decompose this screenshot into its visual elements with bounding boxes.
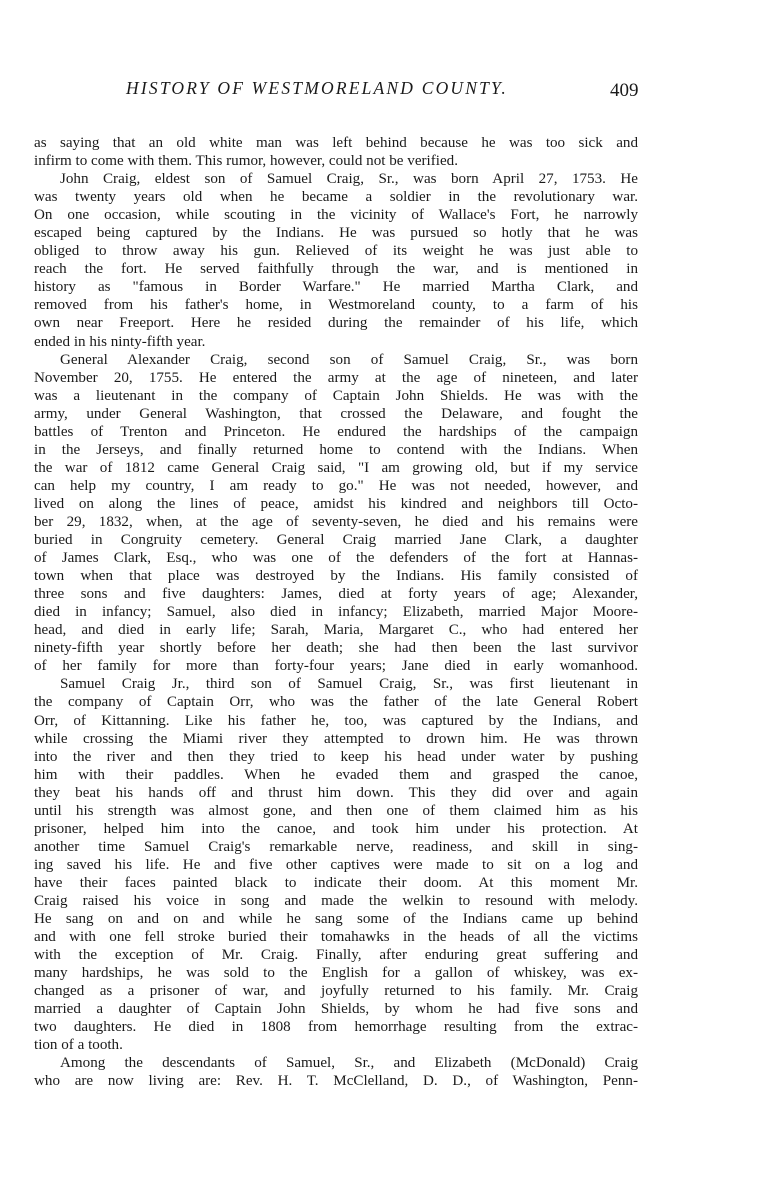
text-line: Orr, of Kittanning. Like his father he, too, was captured by the Indians, and — [34, 712, 638, 729]
text-line: another time Samuel Craig's remarkable nerve, readiness, and skill in sing- — [34, 838, 638, 855]
text-line: until his strength was almost gone, and then one of them claimed him as his — [34, 802, 638, 819]
running-title: HISTORY OF WESTMORELAND COUNTY. — [126, 78, 508, 98]
text-line: of her family for more than forty-four years; Jane died in early womanhood. — [34, 658, 638, 675]
text-line: He sang on and on and while he sang some of the Indians came up behind — [34, 911, 638, 928]
text-line: General Alexander Craig, second son of Samuel Craig, Sr., was born — [60, 351, 638, 368]
page-number: 409 — [610, 80, 639, 101]
text-line: obliged to throw away his gun. Relieved of its weight he was just able to — [34, 243, 638, 260]
text-line: of James Clark, Esq., who was one of the defenders of the fort at Hannas- — [34, 550, 638, 567]
text-line: escaped being captured by the Indians. He was pursued so hotly that he was — [34, 225, 638, 242]
text-line: On one occasion, while scouting in the vicinity of Wallace's Fort, he narrowly — [34, 207, 638, 224]
text-line: Craig raised his voice in song and made the welkin to resound with melody. — [34, 892, 638, 909]
body-text — [34, 134, 638, 1090]
text-line: him with their paddles. When he evaded them and grasped the canoe, — [34, 766, 638, 783]
text-line: died in infancy; Samuel, also died in infancy; Elizabeth, married Major Moore- — [34, 604, 638, 621]
text-line: own near Freeport. Here he resided during the remainder of his life, which — [34, 315, 638, 332]
text-line: changed as a prisoner of war, and joyfully returned to his family. Mr. Craig — [34, 983, 638, 1000]
text-line: town when that place was destroyed by the Indians. His family consisted of — [34, 568, 638, 585]
text-line: have their faces painted black to indicate their doom. At this moment Mr. — [34, 874, 638, 891]
text-line: who are now living are: Rev. H. T. McClelland, D. D., of Washington, Penn- — [34, 1073, 638, 1090]
text-line: ninety-fifth year shortly before her death; she had then been the last survivor — [34, 640, 638, 657]
text-line: the war of 1812 came General Craig said, "I am growing old, but if my service — [34, 459, 638, 476]
text-line: infirm to come with them. This rumor, however, could not be verified. — [34, 153, 458, 170]
text-line: two daughters. He died in 1808 from hemorrhage resulting from the extrac- — [34, 1019, 638, 1036]
text-line: was twenty years old when he became a soldier in the revolutionary war. — [34, 189, 638, 206]
text-line: prisoner, helped him into the canoe, and took him under his protection. At — [34, 820, 638, 837]
text-line: they beat his hands off and thrust him down. This they did over and again — [34, 784, 638, 801]
text-line: as saying that an old white man was left behind because he was too sick and — [34, 135, 638, 151]
text-line: can help my country, I am ready to go." He was not needed, however, and — [34, 477, 638, 494]
text-line: ing saved his life. He and five other captives were made to sit on a log and — [34, 856, 638, 873]
text-line: was a lieutenant in the company of Captain John Shields. He was with the — [34, 387, 638, 404]
text-line: army, under General Washington, that crossed the Delaware, and fought the — [34, 405, 638, 422]
text-line: into the river and then they tried to keep his head under water by pushing — [34, 748, 638, 765]
text-line: Among the descendants of Samuel, Sr., and Elizabeth (McDonald) Craig — [60, 1055, 638, 1072]
text-line: tion of a tooth. — [34, 1037, 123, 1054]
text-line: lived on along the lines of peace, amidst his kindred and neighbors till Octo- — [34, 495, 638, 512]
text-line: in the Jerseys, and finally returned home to contend with the Indians. When — [34, 441, 638, 458]
text-line: the company of Captain Orr, who was the father of the late General Robert — [34, 694, 638, 711]
text-line: and with one fell stroke buried their tomahawks in the heads of all the victims — [34, 929, 638, 946]
text-line: buried in Congruity cemetery. General Craig married Jane Clark, a daughter — [34, 532, 638, 549]
text-line: reach the fort. He served faithfully through the war, and is mentioned in — [34, 261, 638, 278]
text-line: many hardships, he was sold to the English for a gallon of whiskey, was ex- — [34, 965, 638, 982]
text-line: Samuel Craig Jr., third son of Samuel Craig, Sr., was first lieutenant in — [60, 676, 638, 693]
running-header — [0, 78, 758, 108]
text-line: head, and died in early life; Sarah, Maria, Margaret C., who had entered her — [34, 622, 638, 639]
text-line: battles of Trenton and Princeton. He endured the hardships of the campaign — [34, 423, 638, 440]
text-line: ended in his ninty-fifth year. — [34, 333, 206, 350]
text-line: married a daughter of Captain John Shields, by whom he had five sons and — [34, 1001, 638, 1018]
text-line: November 20, 1755. He entered the army at the age of nineteen, and later — [34, 369, 638, 386]
text-line: with the exception of Mr. Craig. Finally, after enduring great suffering and — [34, 947, 638, 964]
text-line: removed from his father's home, in Westmoreland county, to a farm of his — [34, 297, 638, 314]
text-line: history as "famous in Border Warfare." He married Martha Clark, and — [34, 279, 638, 296]
text-line: ber 29, 1832, when, at the age of seventy-seven, he died and his remains were — [34, 513, 638, 530]
text-line: John Craig, eldest son of Samuel Craig, Sr., was born April 27, 1753. He — [60, 171, 638, 188]
text-line: three sons and five daughters: James, died at forty years of age; Alexander, — [34, 586, 638, 603]
text-line: while crossing the Miami river they attempted to drown him. He was thrown — [34, 730, 638, 747]
